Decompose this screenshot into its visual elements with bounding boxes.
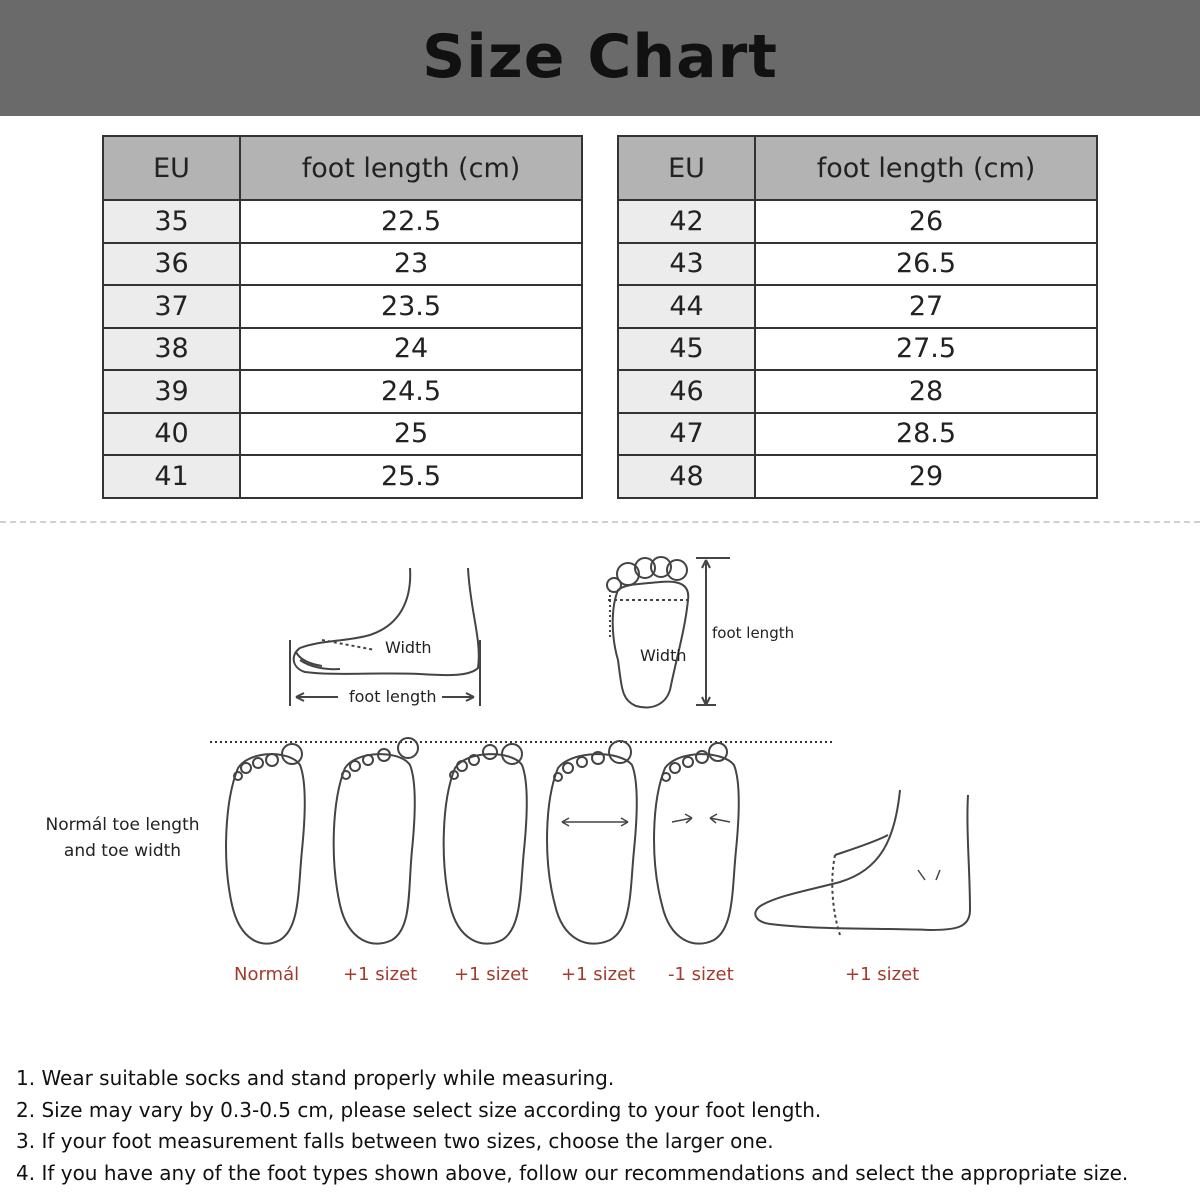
- foot-length-cell: 22.5: [240, 200, 582, 243]
- foot-length-cell: 29: [755, 455, 1097, 498]
- foot-length-cell: 25: [240, 413, 582, 456]
- note-item: 3. If your foot measurement falls between two sizes, choose the larger one.: [16, 1129, 774, 1153]
- eu-size-cell: 47: [618, 413, 755, 456]
- foot-length-cell: 24: [240, 328, 582, 371]
- normal-toe-note: Normál toe length and toe width: [45, 815, 200, 861]
- eu-size-cell: 37: [103, 285, 240, 328]
- foot-type-label-narrow: -1 sizet: [668, 964, 734, 985]
- foot-type-label-long-big-toe: +1 sizet: [343, 964, 418, 985]
- foot-length-cell: 23.5: [240, 285, 582, 328]
- measurement-notes: [16, 1066, 1128, 1192]
- eu-size-cell: 36: [103, 243, 240, 286]
- column-header-foot-length: foot length (cm): [240, 136, 582, 200]
- foot-length-cell: 25.5: [240, 455, 582, 498]
- foot-type-label-long-second-toe: +1 sizet: [454, 964, 529, 985]
- column-header-eu: EU: [103, 136, 240, 200]
- eu-size-cell: 46: [618, 370, 755, 413]
- eu-size-cell: 41: [103, 455, 240, 498]
- foot-type-label-wide: +1 sizet: [561, 964, 636, 985]
- eu-size-cell: 38: [103, 328, 240, 371]
- sole-foot-length-label: foot length: [712, 624, 795, 642]
- column-header-foot-length: foot length (cm): [755, 136, 1097, 200]
- eu-size-cell: 43: [618, 243, 755, 286]
- side-width-label: Width: [385, 638, 432, 657]
- eu-size-cell: 39: [103, 370, 240, 413]
- foot-type-long-big-toe-illustration: [334, 738, 418, 944]
- side-view-foot-illustration: [290, 568, 480, 706]
- eu-size-cell: 45: [618, 328, 755, 371]
- foot-type-label-normal: Normál: [234, 964, 300, 985]
- foot-type-high-instep-illustration: [755, 790, 970, 935]
- foot-length-cell: 28: [755, 370, 1097, 413]
- eu-size-cell: 42: [618, 200, 755, 243]
- note-item: 2. Size may vary by 0.3-0.5 cm, please select size according to your foot length.: [16, 1097, 822, 1122]
- eu-size-cell: 44: [618, 285, 755, 328]
- note-item: 4. If you have any of the foot types shown above, follow our recommendations and select the appropriate size.: [16, 1160, 1129, 1185]
- note-item: 1. Wear suitable socks and stand properly while measuring.: [16, 1066, 615, 1090]
- side-foot-length-label: foot length: [349, 687, 437, 706]
- page-title: Size Chart: [422, 22, 778, 92]
- foot-length-cell: 24.5: [240, 370, 582, 413]
- foot-length-cell: 26: [755, 200, 1097, 243]
- foot-length-cell: 27.5: [755, 328, 1097, 371]
- foot-type-label-high-instep: +1 sizet: [845, 964, 920, 985]
- foot-type-normal-illustration: [226, 744, 305, 944]
- eu-size-cell: 35: [103, 200, 240, 243]
- eu-size-cell: 48: [618, 455, 755, 498]
- eu-size-cell: 40: [103, 413, 240, 456]
- foot-type-long-second-toe-illustration: [444, 744, 527, 944]
- foot-type-wide-illustration: [547, 741, 637, 944]
- column-header-eu: EU: [618, 136, 755, 200]
- foot-type-narrow-illustration: [654, 743, 739, 944]
- foot-length-cell: 27: [755, 285, 1097, 328]
- foot-length-cell: 23: [240, 243, 582, 286]
- foot-length-cell: 26.5: [755, 243, 1097, 286]
- sole-width-label: Width: [640, 646, 687, 665]
- foot-length-cell: 28.5: [755, 413, 1097, 456]
